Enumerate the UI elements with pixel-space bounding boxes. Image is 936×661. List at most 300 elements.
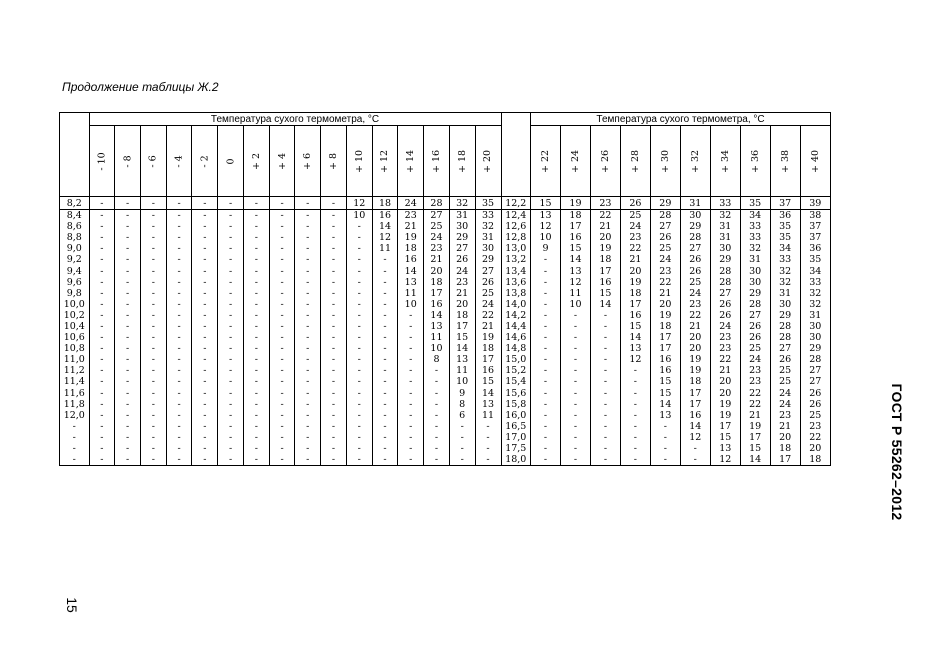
value-cell: 18 <box>424 277 450 288</box>
value-cell: - <box>295 221 321 232</box>
value-cell: - <box>620 399 650 410</box>
value-cell: 15 <box>531 197 561 210</box>
value-cell: 35 <box>475 197 501 210</box>
value-cell: 32 <box>740 243 770 254</box>
value-cell: - <box>475 432 501 443</box>
value-cell: - <box>166 321 192 332</box>
value-cell: 33 <box>800 277 830 288</box>
value-cell: 28 <box>680 232 710 243</box>
value-cell: - <box>321 221 347 232</box>
value-cell: 27 <box>770 343 800 354</box>
value-cell: - <box>141 288 167 299</box>
value-cell: 14 <box>590 299 620 310</box>
value-cell: - <box>166 221 192 232</box>
value-cell: - <box>620 454 650 466</box>
temp-label: - 4 <box>173 154 185 168</box>
value-cell: - <box>346 277 372 288</box>
value-cell: 26 <box>680 254 710 265</box>
value-cell: - <box>243 343 269 354</box>
value-cell: - <box>218 421 244 432</box>
diff-cell: 9,4 <box>60 265 90 276</box>
value-cell: - <box>166 432 192 443</box>
value-cell: 19 <box>475 332 501 343</box>
value-cell: 23 <box>710 332 740 343</box>
value-cell: - <box>115 443 141 454</box>
diff-cell: 10,6 <box>60 332 90 343</box>
value-cell: 21 <box>475 321 501 332</box>
value-cell: - <box>620 421 650 432</box>
value-cell: - <box>243 454 269 466</box>
table-row <box>60 197 831 210</box>
temp-column-header <box>740 126 770 197</box>
value-cell: - <box>218 277 244 288</box>
value-cell: 34 <box>800 265 830 276</box>
value-cell: - <box>590 410 620 421</box>
value-cell: - <box>531 376 561 387</box>
value-cell: - <box>295 332 321 343</box>
value-cell: - <box>89 443 115 454</box>
value-cell: - <box>424 410 450 421</box>
value-cell: - <box>141 354 167 365</box>
value-cell: - <box>166 332 192 343</box>
table-row <box>60 321 831 332</box>
value-cell: - <box>372 343 398 354</box>
value-cell: - <box>449 454 475 466</box>
value-cell: - <box>321 432 347 443</box>
diff-cell: 8,8 <box>60 232 90 243</box>
value-cell: 29 <box>680 221 710 232</box>
value-cell: - <box>372 265 398 276</box>
value-cell: - <box>243 321 269 332</box>
value-cell: - <box>269 388 295 399</box>
table-row <box>60 299 831 310</box>
value-cell: - <box>269 421 295 432</box>
value-cell: 18 <box>398 243 424 254</box>
value-cell: - <box>141 410 167 421</box>
value-cell: - <box>115 421 141 432</box>
value-cell: 25 <box>424 221 450 232</box>
value-cell: - <box>372 410 398 421</box>
value-cell: - <box>590 432 620 443</box>
value-cell: - <box>166 232 192 243</box>
value-cell: 10 <box>398 299 424 310</box>
value-cell: 15 <box>590 288 620 299</box>
temp-column-header <box>800 126 830 197</box>
value-cell: - <box>115 288 141 299</box>
value-cell: - <box>141 399 167 410</box>
value-cell: - <box>218 443 244 454</box>
value-cell: - <box>192 221 218 232</box>
value-cell: - <box>218 265 244 276</box>
diff-cell: 9,6 <box>60 277 90 288</box>
value-cell: 23 <box>770 410 800 421</box>
value-cell: - <box>192 197 218 210</box>
value-cell: - <box>295 254 321 265</box>
value-cell: 10 <box>561 299 591 310</box>
temp-label: + 30 <box>659 149 671 173</box>
value-cell: - <box>141 232 167 243</box>
value-cell: - <box>680 443 710 454</box>
value-cell: 29 <box>740 288 770 299</box>
value-cell: 18 <box>475 343 501 354</box>
value-cell: - <box>269 221 295 232</box>
value-cell: - <box>590 454 620 466</box>
value-cell: - <box>346 254 372 265</box>
value-cell: - <box>192 354 218 365</box>
value-cell: 17 <box>770 454 800 466</box>
temp-column-header <box>531 126 561 197</box>
value-cell: - <box>321 399 347 410</box>
value-cell: 11 <box>398 288 424 299</box>
value-cell: - <box>346 343 372 354</box>
value-cell: - <box>372 254 398 265</box>
value-cell: - <box>620 410 650 421</box>
table-row <box>60 254 831 265</box>
value-cell: 33 <box>740 232 770 243</box>
value-cell: - <box>89 388 115 399</box>
value-cell: - <box>192 343 218 354</box>
diff-cell: 12,0 <box>60 410 90 421</box>
value-cell: - <box>166 376 192 387</box>
value-cell: 23 <box>710 343 740 354</box>
value-cell: - <box>561 332 591 343</box>
value-cell: 19 <box>620 277 650 288</box>
value-cell: - <box>166 265 192 276</box>
value-cell: 39 <box>800 197 830 210</box>
value-cell: 14 <box>680 421 710 432</box>
value-cell: - <box>561 321 591 332</box>
value-cell: 37 <box>770 197 800 210</box>
value-cell: 12 <box>372 232 398 243</box>
value-cell: - <box>89 432 115 443</box>
value-cell: 28 <box>710 277 740 288</box>
value-cell: - <box>166 454 192 466</box>
value-cell: 26 <box>475 277 501 288</box>
value-cell: - <box>372 376 398 387</box>
value-cell: - <box>531 388 561 399</box>
value-cell: 20 <box>770 432 800 443</box>
value-cell: 17 <box>475 354 501 365</box>
value-cell: - <box>321 288 347 299</box>
value-cell: 18 <box>770 443 800 454</box>
temp-label: + 4 <box>276 152 288 170</box>
table-row <box>60 343 831 354</box>
value-cell: - <box>218 197 244 210</box>
value-cell: 14 <box>449 343 475 354</box>
value-cell: 13 <box>449 354 475 365</box>
value-cell: 31 <box>449 210 475 222</box>
value-cell: - <box>372 288 398 299</box>
value-cell: - <box>89 243 115 254</box>
value-cell: 13 <box>531 210 561 222</box>
value-cell: - <box>115 265 141 276</box>
value-cell: 14 <box>620 332 650 343</box>
value-cell: - <box>115 197 141 210</box>
value-cell: 20 <box>680 343 710 354</box>
value-cell: 26 <box>650 232 680 243</box>
value-cell: - <box>269 410 295 421</box>
value-cell: - <box>398 310 424 321</box>
value-cell: - <box>141 388 167 399</box>
value-cell: - <box>590 399 620 410</box>
value-cell: - <box>141 197 167 210</box>
value-cell: - <box>531 254 561 265</box>
value-cell: - <box>141 243 167 254</box>
table-row <box>60 232 831 243</box>
value-cell: - <box>321 197 347 210</box>
value-cell: - <box>590 354 620 365</box>
value-cell: 23 <box>424 243 450 254</box>
value-cell: - <box>590 421 620 432</box>
value-cell: - <box>346 232 372 243</box>
value-cell: - <box>398 388 424 399</box>
value-cell: 27 <box>680 243 710 254</box>
value-cell: 35 <box>770 221 800 232</box>
value-cell: 29 <box>710 254 740 265</box>
value-cell: 8 <box>449 399 475 410</box>
value-cell: - <box>166 210 192 222</box>
value-cell: 14 <box>561 254 591 265</box>
value-cell: - <box>269 354 295 365</box>
value-cell: 33 <box>710 197 740 210</box>
value-cell: 12 <box>531 221 561 232</box>
value-cell: 27 <box>475 265 501 276</box>
psychrometric-table <box>59 112 831 466</box>
value-cell: - <box>680 454 710 466</box>
temp-group-header: Температура сухого термометра, °С <box>89 113 501 126</box>
value-cell: - <box>89 399 115 410</box>
value-cell: 28 <box>770 332 800 343</box>
value-cell: 25 <box>770 376 800 387</box>
value-cell: - <box>620 388 650 399</box>
value-cell: - <box>192 399 218 410</box>
diff-cell: 16,5 <box>501 421 531 432</box>
value-cell: - <box>166 243 192 254</box>
temp-column-header <box>346 126 372 197</box>
value-cell: 17 <box>650 332 680 343</box>
value-cell: - <box>295 277 321 288</box>
value-cell: 15 <box>740 443 770 454</box>
value-cell: - <box>89 265 115 276</box>
value-cell: 15 <box>620 321 650 332</box>
value-cell: - <box>424 365 450 376</box>
value-cell: - <box>166 299 192 310</box>
value-cell: - <box>166 288 192 299</box>
value-cell: 17 <box>590 265 620 276</box>
value-cell: 27 <box>424 210 450 222</box>
value-cell: 28 <box>740 299 770 310</box>
value-cell: - <box>192 454 218 466</box>
value-cell: 33 <box>770 254 800 265</box>
value-cell: - <box>218 399 244 410</box>
value-cell: 20 <box>650 299 680 310</box>
value-cell: - <box>218 376 244 387</box>
temp-label: + 2 <box>250 152 262 170</box>
value-cell: - <box>561 421 591 432</box>
temp-label: - 2 <box>199 154 211 168</box>
value-cell: 24 <box>398 197 424 210</box>
temp-label: + 14 <box>405 149 417 173</box>
value-cell: - <box>141 454 167 466</box>
table-row <box>60 277 831 288</box>
table-row <box>60 388 831 399</box>
value-cell: - <box>321 243 347 254</box>
value-cell: - <box>590 321 620 332</box>
value-cell: 24 <box>680 288 710 299</box>
diff-cell: 13,2 <box>501 254 531 265</box>
value-cell: - <box>192 376 218 387</box>
temp-label: + 26 <box>599 149 611 173</box>
value-cell: - <box>620 365 650 376</box>
value-cell: 19 <box>710 399 740 410</box>
value-cell: - <box>192 410 218 421</box>
value-cell: - <box>650 454 680 466</box>
value-cell: - <box>218 221 244 232</box>
value-cell: 21 <box>398 221 424 232</box>
value-cell: - <box>346 221 372 232</box>
value-cell: - <box>475 443 501 454</box>
value-cell: - <box>531 310 561 321</box>
value-cell: - <box>424 454 450 466</box>
value-cell: - <box>424 421 450 432</box>
value-cell: - <box>561 443 591 454</box>
value-cell: 28 <box>650 210 680 222</box>
value-cell: 20 <box>620 265 650 276</box>
table-row <box>60 210 831 222</box>
diff-cell: 14,2 <box>501 310 531 321</box>
value-cell: - <box>192 321 218 332</box>
value-cell: - <box>295 376 321 387</box>
value-cell: 14 <box>372 221 398 232</box>
value-cell: 31 <box>710 221 740 232</box>
temp-group-header: Температура сухого термометра, °С <box>531 113 831 126</box>
value-cell: - <box>346 432 372 443</box>
value-cell: - <box>321 354 347 365</box>
value-cell: - <box>321 376 347 387</box>
value-cell: - <box>531 399 561 410</box>
value-cell: - <box>89 310 115 321</box>
value-cell: - <box>243 421 269 432</box>
value-cell: - <box>321 254 347 265</box>
value-cell: 12 <box>710 454 740 466</box>
value-cell: - <box>192 365 218 376</box>
value-cell: 17 <box>424 288 450 299</box>
value-cell: 26 <box>710 299 740 310</box>
value-cell: - <box>115 432 141 443</box>
value-cell: - <box>89 288 115 299</box>
value-cell: 17 <box>710 421 740 432</box>
value-cell: - <box>561 376 591 387</box>
value-cell: - <box>243 399 269 410</box>
value-cell: - <box>398 343 424 354</box>
value-cell: - <box>346 443 372 454</box>
diff-cell: 13,6 <box>501 277 531 288</box>
value-cell: - <box>243 288 269 299</box>
diff-cell: 11,8 <box>60 399 90 410</box>
temp-column-header <box>398 126 424 197</box>
value-cell: - <box>295 299 321 310</box>
value-cell: - <box>295 421 321 432</box>
value-cell: 31 <box>680 197 710 210</box>
value-cell: 30 <box>740 265 770 276</box>
value-cell: 25 <box>620 210 650 222</box>
value-cell: - <box>115 399 141 410</box>
value-cell: - <box>590 376 620 387</box>
value-cell: 29 <box>800 343 830 354</box>
value-cell: - <box>372 443 398 454</box>
value-cell: - <box>243 410 269 421</box>
value-cell: 27 <box>710 288 740 299</box>
value-cell: 25 <box>475 288 501 299</box>
table-row <box>60 454 831 466</box>
value-cell: 32 <box>770 277 800 288</box>
value-cell: - <box>115 310 141 321</box>
value-cell: 31 <box>740 254 770 265</box>
value-cell: - <box>321 332 347 343</box>
temp-column-header <box>424 126 450 197</box>
value-cell: - <box>218 321 244 332</box>
diff-cell: 14,6 <box>501 332 531 343</box>
value-cell: 9 <box>531 243 561 254</box>
temp-column-header <box>321 126 347 197</box>
value-cell: - <box>346 321 372 332</box>
value-cell: 23 <box>680 299 710 310</box>
value-cell: 18 <box>650 321 680 332</box>
value-cell: - <box>89 421 115 432</box>
diff-cell: 9,8 <box>60 288 90 299</box>
value-cell: - <box>561 454 591 466</box>
value-cell: - <box>269 443 295 454</box>
value-cell: 13 <box>424 321 450 332</box>
value-cell: - <box>372 321 398 332</box>
value-cell: 10 <box>424 343 450 354</box>
table-row <box>60 443 831 454</box>
value-cell: 22 <box>680 310 710 321</box>
temp-column-header <box>650 126 680 197</box>
standard-title: ГОСТ Р 55262–2012 <box>889 383 905 521</box>
value-cell: - <box>398 399 424 410</box>
value-cell: 24 <box>424 232 450 243</box>
value-cell: - <box>269 288 295 299</box>
value-cell: 13 <box>620 343 650 354</box>
value-cell: - <box>269 343 295 354</box>
value-cell: - <box>243 254 269 265</box>
value-cell: - <box>346 354 372 365</box>
value-cell: 13 <box>398 277 424 288</box>
value-cell: - <box>321 365 347 376</box>
value-cell: 20 <box>449 299 475 310</box>
value-cell: - <box>269 243 295 254</box>
value-cell: 23 <box>620 232 650 243</box>
value-cell: 20 <box>710 388 740 399</box>
value-cell: - <box>269 332 295 343</box>
value-cell: - <box>166 365 192 376</box>
temp-column-header <box>243 126 269 197</box>
temp-label: + 24 <box>569 149 581 173</box>
value-cell: - <box>166 421 192 432</box>
value-cell: - <box>243 376 269 387</box>
value-cell: 27 <box>740 310 770 321</box>
value-cell: - <box>192 254 218 265</box>
temp-label: + 28 <box>629 149 641 173</box>
value-cell: - <box>531 321 561 332</box>
temp-label: - 6 <box>147 154 159 168</box>
value-cell: - <box>192 288 218 299</box>
value-cell: 6 <box>449 410 475 421</box>
value-cell: 16 <box>650 365 680 376</box>
value-cell: - <box>192 265 218 276</box>
value-cell: - <box>89 365 115 376</box>
